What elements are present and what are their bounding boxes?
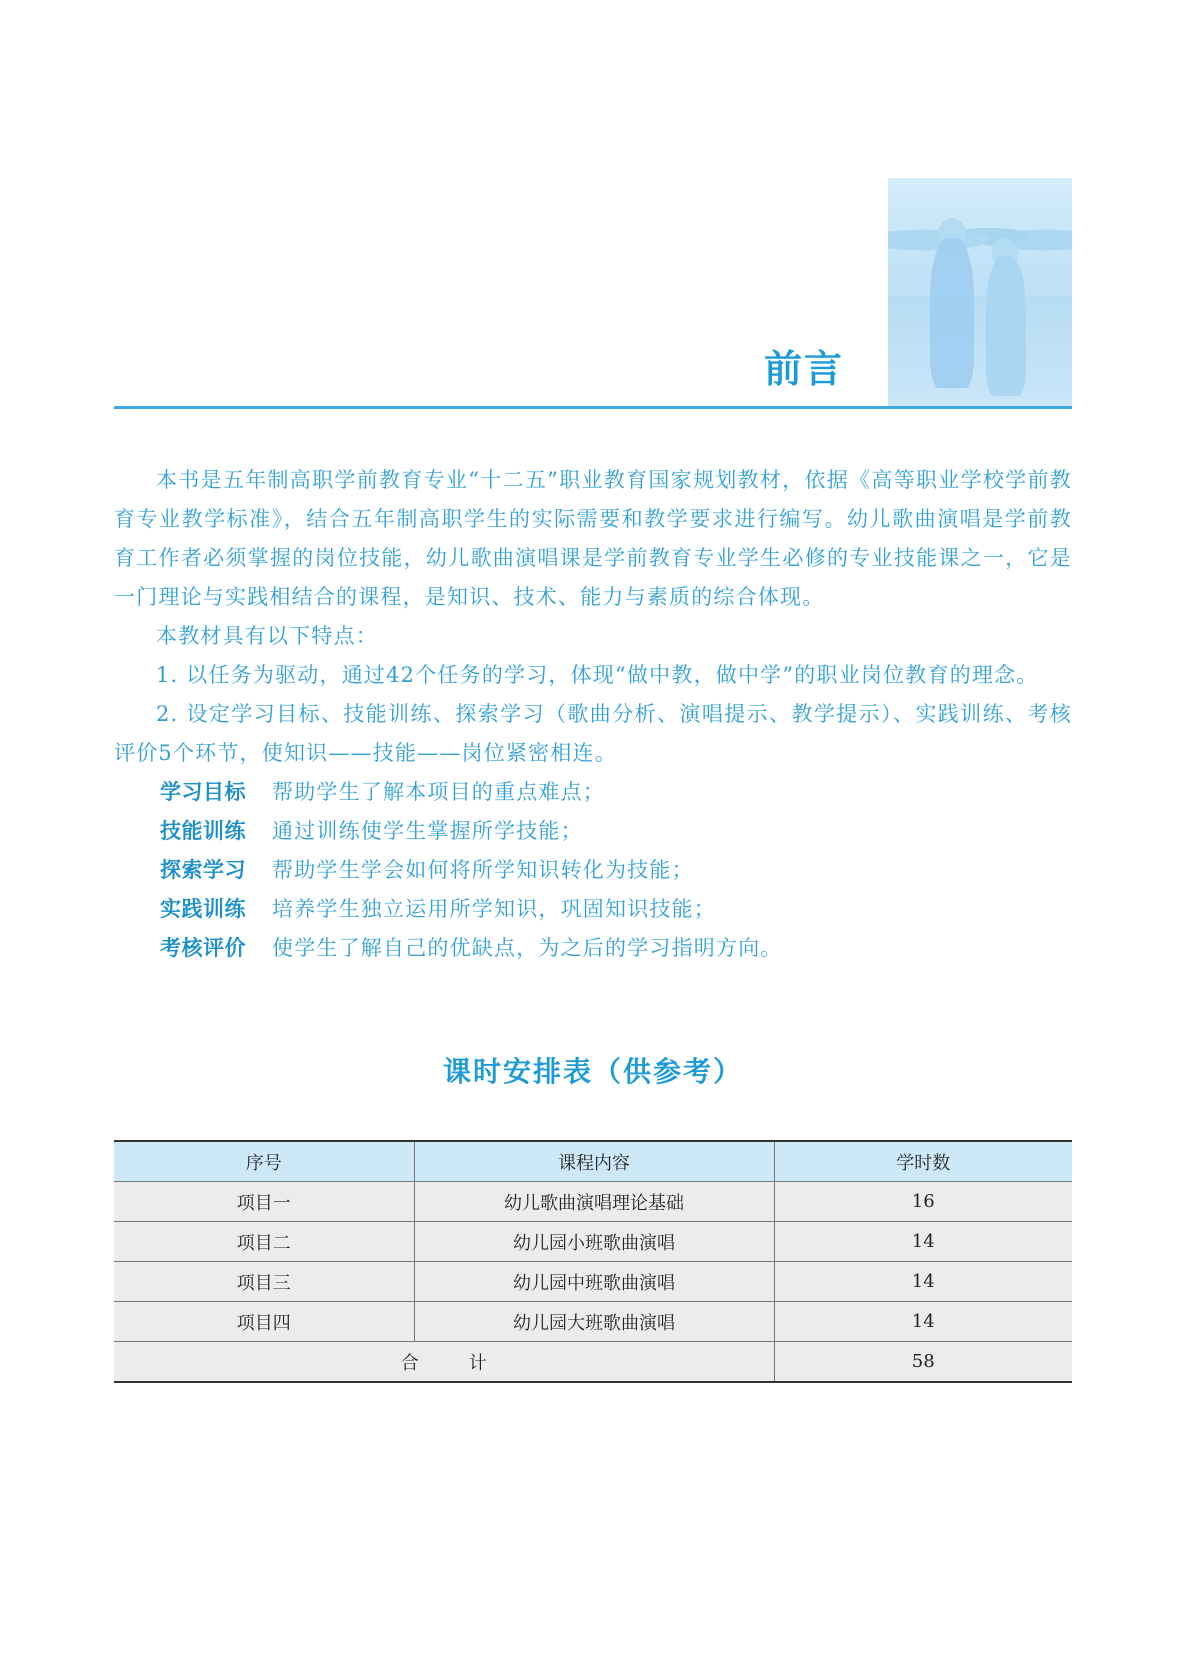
column-header: 序号 bbox=[114, 1141, 414, 1182]
feature-desc: 帮助学生了解本项目的重点难点； bbox=[272, 780, 605, 804]
project-no-cell: 项目四 bbox=[114, 1302, 414, 1342]
content-cell: 幼儿园中班歌曲演唱 bbox=[414, 1262, 774, 1302]
feature-label: 考核评价 bbox=[160, 936, 246, 960]
hours-cell: 14 bbox=[774, 1222, 1072, 1262]
table-header-row bbox=[114, 1141, 1072, 1182]
hours-cell: 16 bbox=[774, 1182, 1072, 1222]
feature-item bbox=[114, 773, 1072, 812]
feature-label: 探索学习 bbox=[160, 858, 246, 882]
page-title: 前言 bbox=[763, 347, 844, 391]
content-cell: 幼儿歌曲演唱理论基础 bbox=[414, 1182, 774, 1222]
project-no-cell: 项目二 bbox=[114, 1222, 414, 1262]
child-figure bbox=[986, 256, 1026, 396]
preface-body bbox=[114, 461, 1072, 968]
schedule-table bbox=[114, 1140, 1072, 1383]
table-row bbox=[114, 1262, 1072, 1302]
column-header: 课程内容 bbox=[414, 1141, 774, 1182]
child-figure bbox=[930, 238, 974, 388]
children-photo bbox=[888, 178, 1072, 406]
preface-paragraph: 1. 以任务为驱动，通过42个任务的学习，体现“做中教，做中学”的职业岗位教育的理念。 bbox=[156, 663, 1039, 687]
total-label-cell: 合计 bbox=[114, 1342, 774, 1383]
preface-paragraph: 2. 设定学习目标、技能训练、探索学习（歌曲分析、演唱提示、教学提示）、实践训练、考核评价5个环节，使知识——技能——岗位紧密相连。 bbox=[114, 702, 1072, 765]
feature-desc: 帮助学生学会如何将所学知识转化为技能； bbox=[272, 858, 694, 882]
feature-label: 学习目标 bbox=[160, 780, 246, 804]
total-row bbox=[114, 1342, 1072, 1383]
column-header: 学时数 bbox=[774, 1141, 1072, 1182]
content-cell: 幼儿园小班歌曲演唱 bbox=[414, 1222, 774, 1262]
preface-paragraph: 本书是五年制高职学前教育专业“十二五”职业教育国家规划教材，依据《高等职业学校学前教育专业教学标准》，结合五年制高职学生的实际需要和教学要求进行编写。幼儿歌曲演唱是学前教育工作者必须掌握的岗位技能，幼儿歌曲演唱课是学前教育专业学生必修的专业技能课之一，它是一门理论与实践相结合的课程，是知识、技术、能力与素质的综合体现。 bbox=[114, 468, 1072, 609]
hours-cell: 14 bbox=[774, 1302, 1072, 1342]
table-row bbox=[114, 1222, 1072, 1262]
title-divider bbox=[114, 406, 1072, 409]
feature-item bbox=[114, 929, 1072, 968]
project-no-cell: 项目一 bbox=[114, 1182, 414, 1222]
total-hours-cell: 58 bbox=[774, 1342, 1072, 1383]
table-row bbox=[114, 1182, 1072, 1222]
feature-item bbox=[114, 851, 1072, 890]
hours-cell: 14 bbox=[774, 1262, 1072, 1302]
feature-desc: 培养学生独立运用所学知识，巩固知识技能； bbox=[272, 897, 716, 921]
schedule-title: 课时安排表（供参考） bbox=[442, 1055, 743, 1088]
project-no-cell: 项目三 bbox=[114, 1262, 414, 1302]
feature-item bbox=[114, 890, 1072, 929]
feature-item bbox=[114, 812, 1072, 851]
feature-label: 实践训练 bbox=[160, 897, 246, 921]
photo-ground bbox=[888, 296, 1072, 406]
feature-desc: 使学生了解自己的优缺点，为之后的学习指明方向。 bbox=[272, 936, 783, 960]
feature-desc: 通过训练使学生掌握所学技能； bbox=[272, 819, 583, 843]
preface-paragraph: 本教材具有以下特点： bbox=[156, 624, 378, 648]
photo-trees bbox=[888, 216, 1072, 256]
table-row bbox=[114, 1302, 1072, 1342]
feature-label: 技能训练 bbox=[160, 819, 246, 843]
content-cell: 幼儿园大班歌曲演唱 bbox=[414, 1302, 774, 1342]
